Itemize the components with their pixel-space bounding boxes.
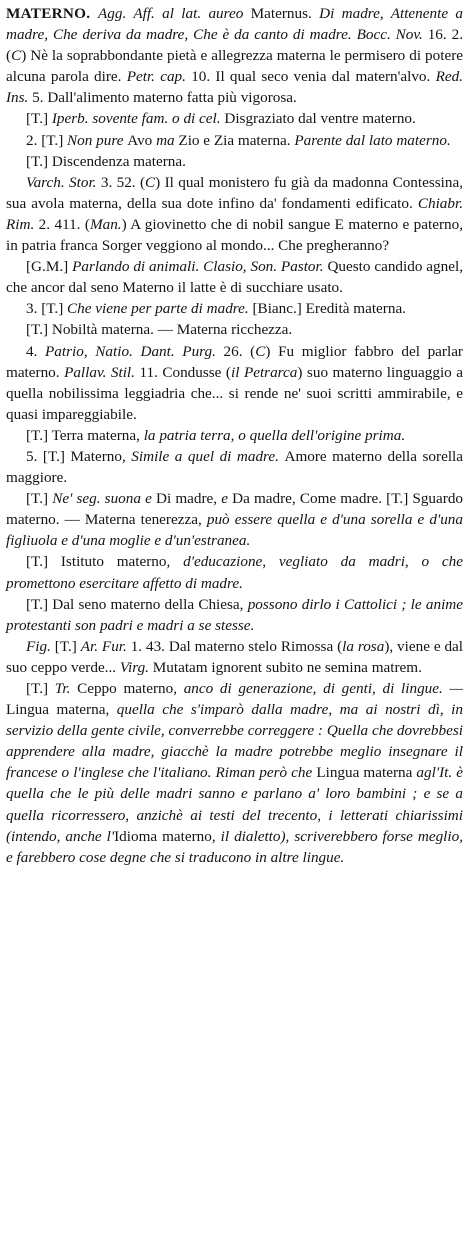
text-run: Tr. <box>54 680 78 697</box>
text-run: possono dirlo i Cattolici ; le anime protestanti son padri e madri a se stesse. <box>6 595 463 634</box>
text-run: Red. Ins. <box>6 68 463 107</box>
text-run: Agg. Aff. al lat. aureo <box>98 5 251 22</box>
entry-paragraph <box>6 172 463 256</box>
text-run: Parlando di animali. Clasio, Son. Pastor. <box>72 258 328 276</box>
text-run: Che viene per parte di madre. <box>67 300 253 318</box>
text-run: [T.] <box>26 680 55 697</box>
text-run: anco di generazione, di genti, di lingue. — <box>183 680 463 697</box>
text-run: 3. 52. ( <box>100 173 146 191</box>
text-run: d'educazione, vegliato da madri, o che promettono esercitare affetto di madre. <box>6 553 464 592</box>
text-run: [T.] <box>26 490 53 508</box>
text-run: Varch. Stor. <box>26 173 101 191</box>
text-run: 5. Dall'alimento materno fatta più vigorosa. <box>32 89 297 107</box>
text-run: Ceppo materno, <box>77 680 184 697</box>
text-run: [T.] Istituto materno, <box>26 553 184 571</box>
entry-paragraph <box>6 319 463 340</box>
text-run: Lingua materna <box>316 764 417 782</box>
entry-paragraph <box>6 130 463 151</box>
entry-paragraph <box>6 551 463 593</box>
text-run: Maternus. <box>250 5 320 22</box>
entry-paragraph <box>6 594 463 636</box>
text-run: Di madre, <box>156 490 222 508</box>
text-run: Amore materno della sorella maggiore. <box>6 447 463 487</box>
text-run: agl'It. è quella che le più delle madri sanno e parlano a' loro bambini ; e se a quella ricorressero, anzichè ai testi del trecento, i letterati chiarissimi (intendo, anche l' <box>6 764 463 845</box>
text-run: C <box>11 47 22 65</box>
text-run: Iperb. sovente fam. o di cel. <box>51 110 225 128</box>
text-run: ma <box>156 131 179 149</box>
text-run: Disgraziato dal ventre materno. <box>224 110 416 128</box>
text-run: Virg. <box>119 658 153 676</box>
dictionary-entry-materno <box>6 3 463 868</box>
text-run: [T.] <box>54 637 81 655</box>
text-run: Patrio, Natio. Dant. Purg. <box>45 342 224 360</box>
text-run: 11. Condusse ( <box>139 363 231 381</box>
entry-paragraph <box>6 256 463 298</box>
text-run: Parente dal lato materno. <box>294 131 451 149</box>
text-run: Zio e Zia materna. <box>178 131 295 149</box>
text-run: Ar. Fur. <box>80 637 131 655</box>
entry-paragraph <box>6 151 463 172</box>
headword: MATERNO. <box>6 5 99 22</box>
entry-paragraph <box>6 425 463 446</box>
text-run: 1. 43. Dal materno stelo Rimossa ( <box>130 637 343 655</box>
text-run: Fig. <box>26 637 55 655</box>
text-run: 10. Il qual seco venia dal matern'alvo. <box>191 68 436 86</box>
text-run: Ne' seg. suona e <box>52 490 156 508</box>
text-run: C <box>255 342 266 360</box>
text-run: quella che s'imparò dalla madre, ma ai nostri dì, in servizio della gente civile, converrebbe correggere : Quella che dovrebbesi apprendere alla madre, giacchè la madre potrebbe meglio insegnare il francese o l'inglese che l'italiano. Riman però che <box>6 701 463 782</box>
text-run: Di madre, Attenente a madre, Che deriva da madre, Che è da canto di madre. Bocc. Nov. <box>6 5 463 44</box>
text-run: Chiabr. Rim. <box>6 194 463 233</box>
text-run: ) Il qual monistero fu già da madonna Contessina, sua avola materna, della sua dote infino da' fondamenti edificato. <box>6 173 464 212</box>
text-run: Simile a quel di madre. <box>131 447 285 465</box>
text-run: Man. <box>89 215 122 233</box>
text-run: [T.] Discendenza materna. <box>26 152 186 170</box>
text-run: Pallav. Stil. <box>64 363 140 381</box>
entry-paragraph <box>6 446 463 488</box>
entry-paragraph <box>6 3 463 108</box>
entry-paragraph <box>6 678 463 868</box>
text-run: Mutatam ignorent subito ne semina matrem. <box>152 658 422 676</box>
text-run: [G.M.] <box>26 258 73 276</box>
text-run: [Bianc.] Eredità materna. <box>252 300 406 318</box>
text-run: [T.] Nobiltà materna. — Materna ricchezza. <box>26 321 293 339</box>
text-run: ) suo materno linguaggio a quella nobilissima leggiadria che... si rende ne' suoi scritti ammirabile, e quasi impareggiabile. <box>6 363 463 423</box>
text-run: 2. [T.] <box>26 131 68 149</box>
text-run: Lingua materna, <box>6 701 117 719</box>
text-run: e <box>221 490 233 508</box>
text-run: C <box>145 173 156 191</box>
text-run: Non pure <box>67 131 128 149</box>
entry-paragraph <box>6 636 463 678</box>
text-run: ) Fu miglior fabbro del parlar materno. <box>6 342 463 381</box>
text-run: 5. [T.] Materno, <box>26 447 132 465</box>
text-run: [T.] <box>26 110 52 128</box>
text-run: Da madre, Come madre. [T.] Sguardo materno. — Materna tenerezza, <box>6 490 464 529</box>
entry-paragraph <box>6 488 463 551</box>
text-run: 16. 2. ( <box>6 26 463 65</box>
text-run: il Petrarca <box>231 363 298 381</box>
text-run: Avo <box>127 131 157 149</box>
text-run: 26. ( <box>223 342 256 360</box>
text-run: la patria terra, o quella dell'origine prima. <box>143 426 406 444</box>
entry-paragraph <box>6 108 463 129</box>
text-run: 2. 411. ( <box>38 215 90 233</box>
text-run: [T.] Terra materna, <box>26 426 144 444</box>
entry-paragraph <box>6 341 463 425</box>
text-run: 3. [T.] <box>26 300 68 318</box>
text-run: Idioma materno, <box>114 827 221 845</box>
text-run: [T.] Dal seno materno della Chiesa, <box>26 595 248 613</box>
text-run: il dialetto), scriverebbero forse meglio, e farebbero cose degne che si traducono in altre lingue. <box>6 827 464 866</box>
text-run: può essere quella e d'una sorella e d'una figliuola e d'una moglie e d'un'estranea. <box>6 511 463 550</box>
text-run: ) Nè la soprabbondante pietà e allegrezza materna le permisero di potere alcuna parola dire. <box>6 47 463 86</box>
text-run: Questo candido agnel, che ancor dal seno Materno il latte è di succhiare usato. <box>6 258 463 297</box>
entry-paragraph <box>6 298 463 319</box>
text-run: ) A giovinetto che di nobil sangue E materno e paterno, in patria franca Sorger veggiono al mondo... Che pregheranno? <box>6 215 463 255</box>
text-run: 4. <box>26 342 46 360</box>
text-run: la rosa <box>342 637 385 655</box>
text-run: Petr. cap. <box>126 68 192 86</box>
text-run: ), viene e dal suo ceppo verde... <box>6 637 464 676</box>
